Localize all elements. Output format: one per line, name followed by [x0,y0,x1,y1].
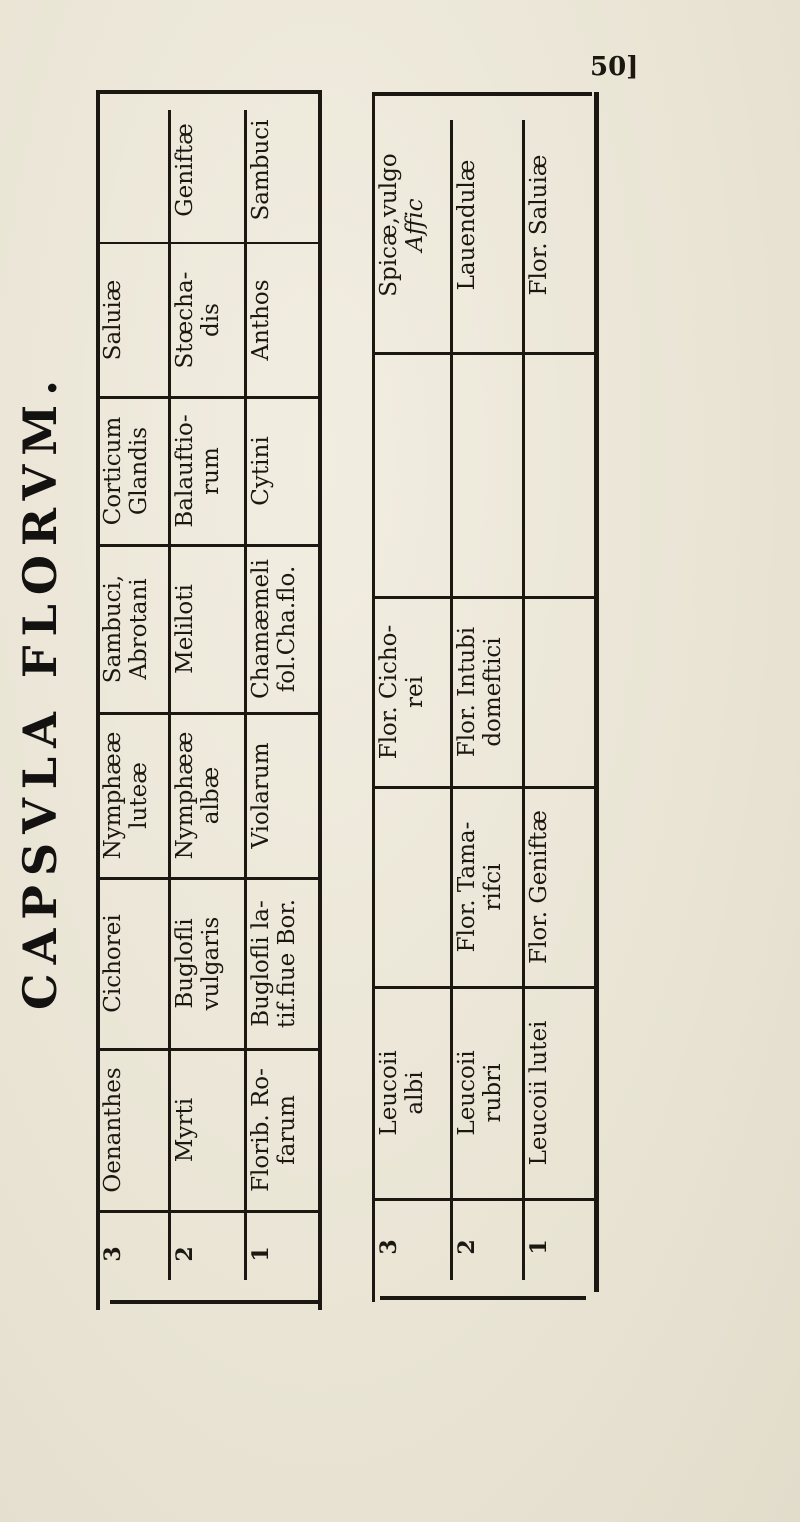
right-cell-flor-saluiae: Flor. Saluiæ [526,154,552,296]
right-cell-flor-cichorei: Flor. Cicho- rei [376,624,428,760]
page-title-text: CAPSVLA FLORVM. [13,370,67,1010]
left-cell-saluiae: Saluiæ [100,279,126,361]
right-cell-leucoii-lutei: Leucoii lutei [526,1020,552,1166]
left-cell-stoechadis: Stœcha- dis [172,271,224,369]
right-cell-lauendulae: Lauendulæ [454,159,480,291]
left-table-col-rule [244,110,247,1280]
left-cell-cichorei: Cichorei [100,914,126,1013]
left-table-col-rule [168,110,171,1280]
left-cell-buglossi-latifolii: Buglofli la- tif.fiue Bor. [248,898,300,1029]
left-cell-violarum: Violarum [248,742,274,849]
left-row-number: 2 [172,1246,198,1262]
left-table-group-rule [96,712,318,715]
right-row-number: 1 [526,1239,552,1255]
right-table-group-rule [372,352,594,355]
right-cell-leucoii-albi: Leucoii albi [376,1050,428,1136]
left-table-group-rule [96,242,318,244]
left-table-group-rule [96,544,318,547]
page-title [8,0,72,1522]
left-cell-buglossi-vulgaris: Buglofli vulgaris [172,916,224,1011]
right-table-bottom-rule [380,1296,586,1300]
left-cell-rosarum: Florib. Ro- farum [248,1068,300,1192]
right-cell-flor-geniftae: Flor. Geniftæ [526,810,552,964]
left-cell-meliloti: Meliloti [172,584,198,674]
left-cell-geniftae: Geniftæ [172,123,198,217]
left-cell-nymphaeae-albae: Nymphææ albæ [172,731,224,860]
right-table-group-rule [372,786,594,789]
right-table-group-rule [372,596,594,599]
right-cell-leucoii-rubri: Leucoii rubri [454,1050,506,1136]
left-row-number: 1 [248,1246,274,1262]
page-number: 50] [590,52,639,82]
right-row-number: 3 [376,1239,402,1255]
right-table-outer-rule [372,92,375,1302]
left-cell-cytini: Cytini [248,436,274,506]
left-cell-chamaemeli: Chamæmeli fol.Cha.flo. [248,559,300,699]
right-table-group-rule [372,1198,594,1201]
right-cell-flor-intubi: Flor. Intubi domeftici [454,626,506,758]
left-row-number: 3 [100,1246,126,1262]
left-cell-myrti: Myrti [172,1097,198,1163]
left-table-bottom-rule [110,1300,320,1304]
left-cell-nymphaeae-luteae: Nymphææ luteæ [100,731,152,860]
left-cell-sambuci: Sambuci [248,119,274,221]
right-cell-spicae: Spicæ,vulgo Affic [376,153,428,297]
right-table-group-rule [372,986,594,989]
left-cell-balaustiorum: Balauftio- rum [172,414,224,528]
left-table-group-rule [96,396,318,399]
right-row-number: 2 [454,1239,480,1255]
left-cell-anthos: Anthos [248,279,274,361]
right-table-outer-rule-right [594,92,599,1292]
right-table-top-rule [372,92,592,96]
left-table-outer-rule-right [318,90,322,1310]
right-table-col-rule [450,120,453,1280]
left-cell-sambuci-abrotani: Sambuci, Abrotani [100,574,152,684]
left-table-group-rule [96,1048,318,1051]
right-cell-flor-tamarisci: Flor. Tama- rifci [454,821,506,953]
left-table-top-rule [96,90,322,94]
right-table-col-rule [522,120,525,1280]
left-cell-oenanthes: Oenanthes [100,1067,126,1193]
left-table-group-rule [96,877,318,880]
left-table-group-rule [96,1210,318,1213]
left-cell-corticum-glandis: Corticum Glandis [100,416,152,526]
